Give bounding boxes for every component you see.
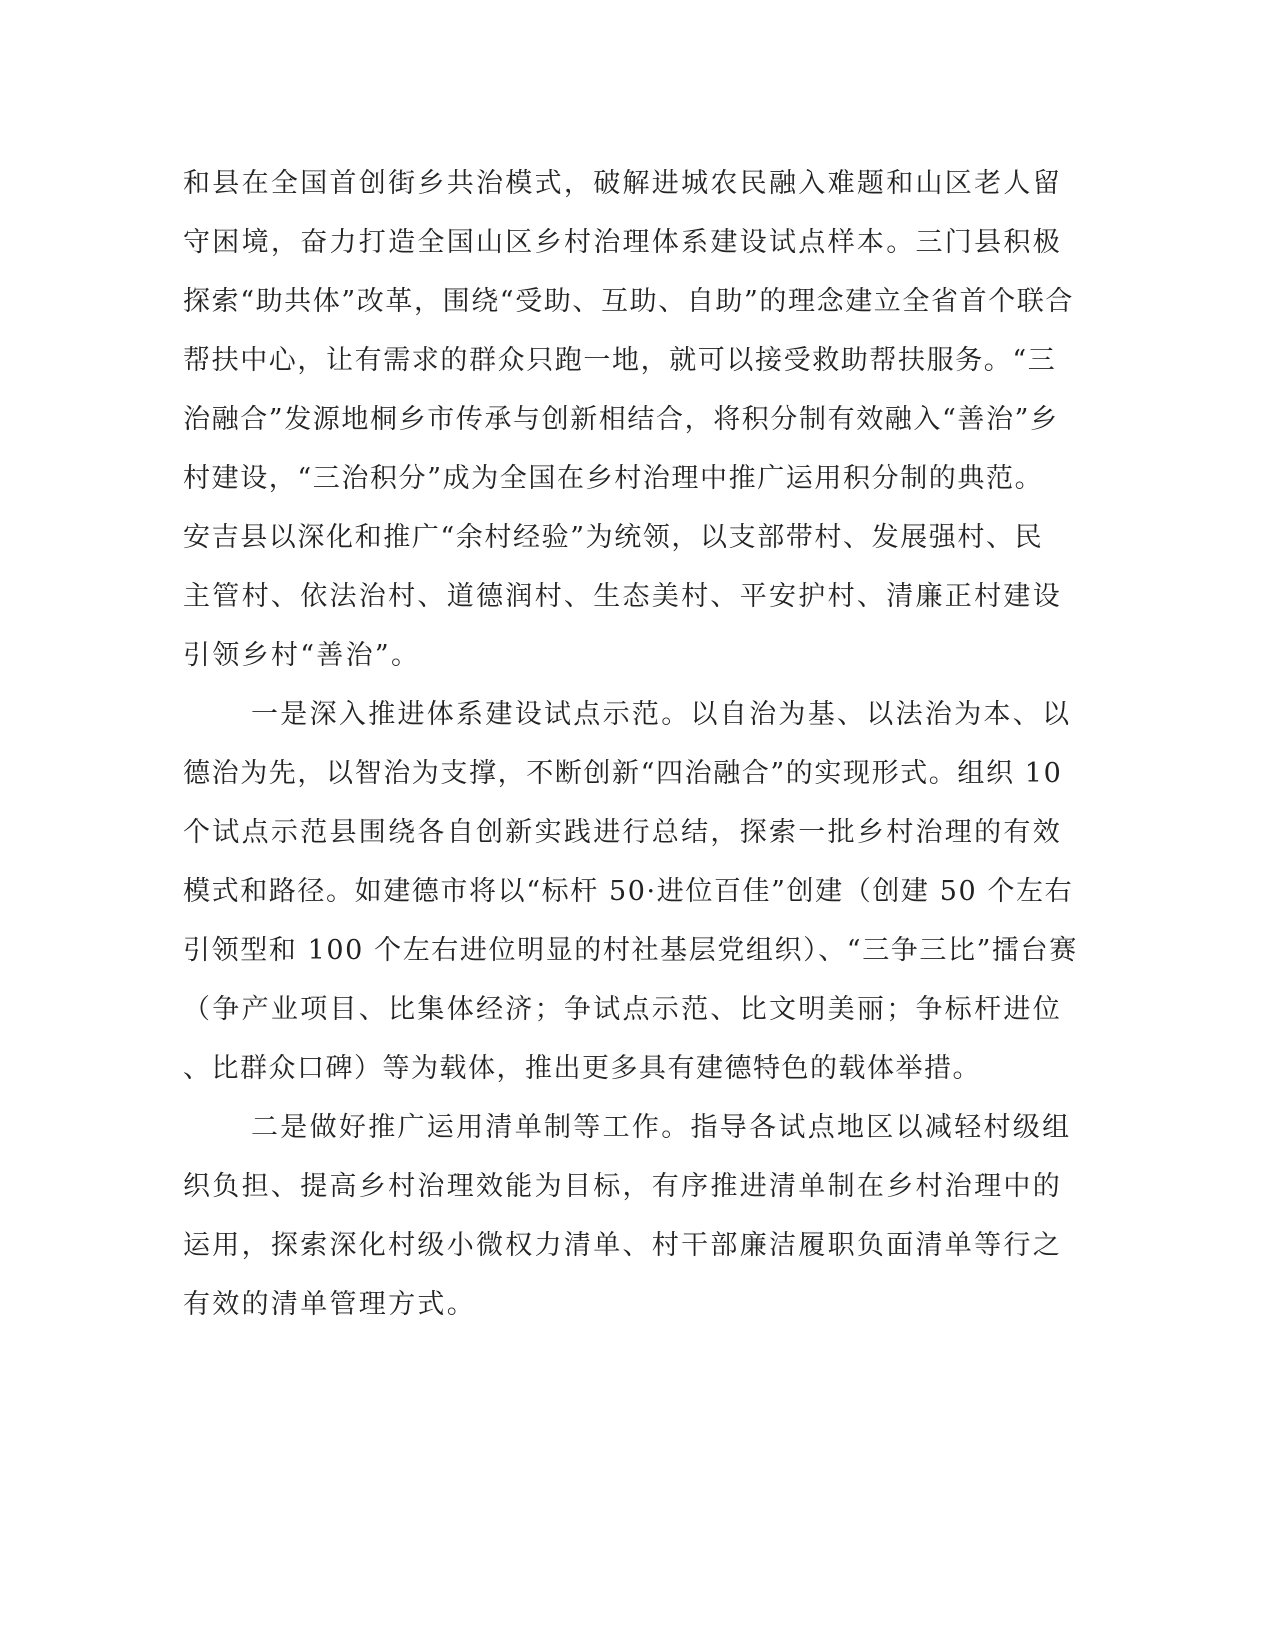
text-line: 一是深入推进体系建设试点示范。以自治为基、以法治为本、以 [251, 699, 1072, 730]
body-text [183, 154, 1078, 1334]
text-line: 帮扶中心，让有需求的群众只跑一地，就可以接受救助帮扶服务。“三 [183, 345, 1057, 376]
text-line: 模式和路径。如建德市将以“标杆 50·进位百佳”创建（创建 50 个左右 [183, 876, 1074, 907]
text-line: 运用，探索深化村级小微权力清单、村干部廉洁履职负面清单等行之 [183, 1230, 1062, 1261]
paragraph-2 [183, 685, 1078, 1098]
text-line: 治融合”发源地桐乡市传承与创新相结合，将积分制有效融入“善治”乡 [183, 404, 1059, 435]
text-line: 有效的清单管理方式。 [183, 1289, 476, 1320]
text-line: 德治为先，以智治为支撑，不断创新“四治融合”的实现形式。组织 10 [183, 758, 1063, 789]
text-line: 个试点示范县围绕各自创新实践进行总结，探索一批乡村治理的有效 [183, 817, 1062, 848]
text-line: 探索“助共体”改革，围绕“受助、互助、自助”的理念建立全省首个联合 [183, 286, 1075, 317]
text-line: （争产业项目、比集体经济；争试点示范、比文明美丽；争标杆进位 [183, 994, 1062, 1025]
text-line: 守困境，奋力打造全国山区乡村治理体系建设试点样本。三门县积极 [183, 227, 1062, 258]
text-line: 二是做好推广运用清单制等工作。指导各试点地区以减轻村级组 [251, 1112, 1072, 1143]
text-line: 、比群众口碑）等为载体，推出更多具有建德特色的载体举措。 [183, 1053, 981, 1084]
paragraph-1 [183, 154, 1075, 685]
text-line: 村建设，“三治积分”成为全国在乡村治理中推广运用积分制的典范。 [183, 463, 1044, 494]
text-line: 引领型和 100 个左右进位明显的村社基层党组织）、“三争三比”擂台赛 [183, 935, 1078, 966]
text-line: 主管村、依法治村、道德润村、生态美村、平安护村、清廉正村建设 [183, 581, 1062, 612]
text-line: 引领乡村“善治”。 [183, 640, 421, 671]
text-line: 织负担、提高乡村治理效能为目标，有序推进清单制在乡村治理中的 [183, 1171, 1062, 1202]
text-line: 安吉县以深化和推广“余村经验”为统领，以支部带村、发展强村、民 [183, 522, 1044, 553]
text-line: 和县在全国首创街乡共治模式，破解进城农民融入难题和山区老人留 [183, 168, 1062, 199]
paragraph-3 [183, 1098, 1072, 1334]
